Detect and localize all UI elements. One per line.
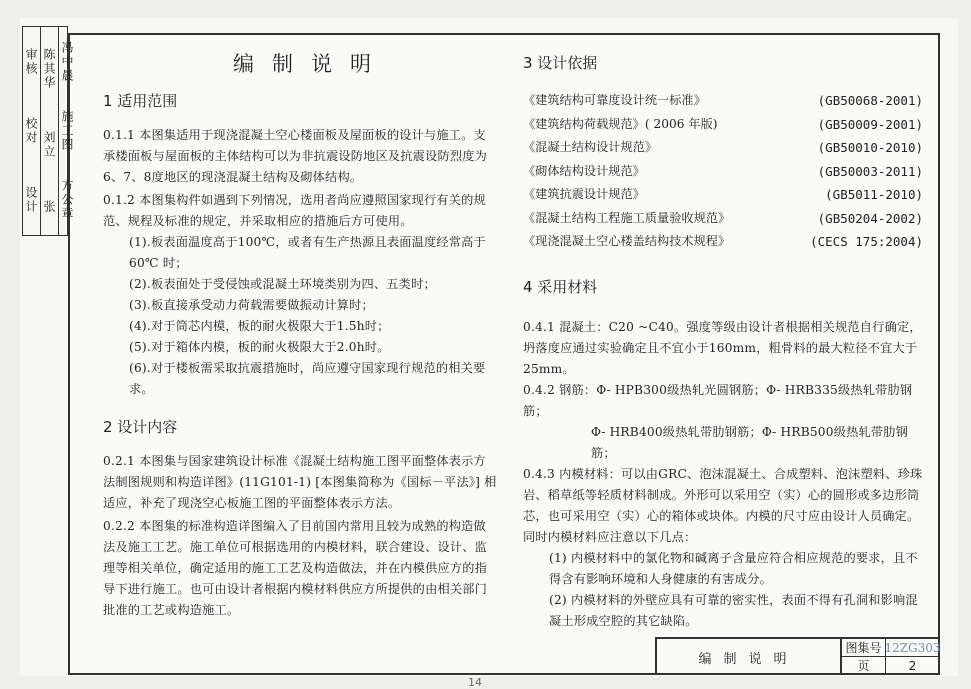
s1-paragraph-1: 0.1.1 本图集适用于现浇混凝土空心楼面板及屋面板的设计与施工。支承楼面板与屋面板的主体结构可以为非抗震设防地区及抗震设防烈度为6、7、8度地区的现浇混凝土结构及砌体结构。 bbox=[103, 128, 488, 184]
standard-row bbox=[523, 113, 923, 137]
sidebar-role-column bbox=[23, 27, 41, 235]
standard-code: (GB50204-2002) bbox=[817, 210, 923, 226]
title-block-cells bbox=[842, 639, 940, 675]
standard-row bbox=[523, 160, 923, 184]
section-4-heading: 4 采用材料 bbox=[523, 277, 598, 296]
name-check: 刘立 bbox=[42, 130, 56, 159]
s4-paragraph-2b: Φ- HRB400级热轧带肋钢筋；Φ- HRB500级热轧带肋钢筋； bbox=[591, 424, 909, 460]
sign-design: 方公章 bbox=[60, 179, 74, 222]
standard-code: (GB50003-2011) bbox=[817, 163, 923, 179]
sidebar-sign-column bbox=[59, 27, 76, 235]
name-design: 张 bbox=[42, 200, 56, 215]
s4-paragraph-4: (1) 内模材料中的氯化物和碱离子含量应符合相应规范的要求，且不得含有影响环境和人身健康的有害成分。 bbox=[549, 550, 918, 586]
standard-name: 《混凝土结构设计规范》 bbox=[523, 140, 658, 154]
left-column bbox=[103, 48, 498, 621]
standard-code: (GB5011-2010) bbox=[825, 187, 923, 202]
standard-name: 《砌体结构设计规范》 bbox=[523, 163, 645, 178]
page-number: 2 bbox=[886, 657, 940, 675]
standard-row bbox=[523, 207, 923, 231]
atlas-number: 12ZG303 bbox=[886, 639, 940, 657]
role-check: 校对 bbox=[24, 116, 38, 145]
standard-row bbox=[523, 89, 923, 113]
standard-name: 《混凝土结构工程施工质量验收规范》 bbox=[523, 210, 731, 225]
standard-row bbox=[523, 136, 923, 160]
s4-paragraph-2a: 0.4.2 钢筋：Φ- HPB300级热轧光圆钢筋；Φ- HRB335级热轧带肋钢筋； bbox=[523, 382, 913, 418]
standard-name: 《现浇混凝土空心楼盖结构技术规程》 bbox=[523, 234, 731, 248]
role-design: 设计 bbox=[24, 186, 38, 215]
atlas-label: 图集号 bbox=[842, 639, 886, 657]
s1-item-6: (6).对于楼板需采取抗震措施时，尚应遵守国家现行规范的相关要求。 bbox=[129, 361, 486, 396]
standard-row bbox=[523, 183, 923, 207]
standard-row bbox=[523, 230, 923, 254]
name-review: 陈其华 bbox=[42, 47, 56, 90]
standard-name: 《建筑结构荷载规范》( 2006 年版) bbox=[523, 116, 718, 131]
right-column bbox=[523, 52, 923, 632]
s1-item-4: (4).对于筒芯内模，板的耐火极限大于1.5h时； bbox=[129, 319, 390, 333]
section-1-heading: 1 适用范围 bbox=[103, 92, 178, 110]
standard-name: 《建筑抗震设计规范》 bbox=[523, 187, 645, 201]
s4-paragraph-3: 0.4.3 内模材料：可以由GRC、泡沫混凝土、合成塑料、泡沫塑料、珍珠岩、稻草纸等轻质材料制成。外形可以采用空（实）心的圆形或多边形筒芯，也可采用空（实）心的箱体或块体。内模的尺寸应由设计人员确定。同时内模材料应注意以下几点： bbox=[523, 466, 923, 544]
section-2-heading: 2 设计内容 bbox=[103, 418, 178, 436]
page-title: 编制说明 bbox=[233, 52, 389, 76]
s1-item-5: (5).对于箱体内模，板的耐火极限大于2.0h时。 bbox=[129, 340, 390, 354]
role-review: 审核 bbox=[24, 47, 38, 76]
section-3-heading: 3 设计依据 bbox=[523, 54, 598, 72]
title-block-title: 编制说明 bbox=[657, 639, 842, 675]
title-block bbox=[655, 637, 940, 675]
standard-name: 《建筑结构可靠度设计统一标准》 bbox=[523, 93, 706, 107]
sign-check: 施工图 bbox=[60, 109, 74, 152]
standard-code: (GB50068-2001) bbox=[817, 93, 923, 108]
sign-review: 冯中晨 bbox=[60, 40, 74, 83]
s1-paragraph-2: 0.1.2 本图集构件如遇到下列情况，选用者尚应遵照国家现行有关的规范、规程及标准的规定，并采取相应的措施后方可使用。 bbox=[103, 193, 486, 228]
s2-paragraph-1: 0.2.1 本图集与国家建筑设计标准《混凝土结构施工图平面整体表示方法制图规则和构造详图》(11G101-1) [本图集简称为《国标－平法》] 相适应，补充了现浇空心板施工图的平面整体表示方法。 bbox=[103, 454, 497, 510]
standard-code: (CECS 175:2004) bbox=[810, 234, 923, 249]
footer-page-number: 14 bbox=[468, 676, 482, 689]
standard-code: (GB50009-2001) bbox=[817, 116, 923, 132]
s1-item-2: (2).板表面处于受侵蚀或混凝土环境类别为四、五类时； bbox=[129, 277, 436, 291]
approval-sidebar bbox=[22, 26, 74, 236]
sidebar-name-column bbox=[41, 27, 59, 235]
s2-paragraph-2: 0.2.2 本图集的标准构造详图编入了目前国内常用且较为成熟的构造做法及施工工艺。施工单位可根据选用的内模材料，联合建设、设计、监理等相关单位，确定适用的施工工艺及构造做法，并在内模供应方的指导下进行施工。也可由设计者根据内模材料供应方所提供的由相关部门批准的工艺或构造施工。 bbox=[103, 519, 488, 617]
s1-item-1: (1).板表面温度高于100℃，或者有生产热源且表面温度经常高于 60℃ 时； bbox=[129, 235, 486, 270]
standard-code: (GB50010-2010) bbox=[817, 140, 923, 155]
page-label: 页 bbox=[842, 657, 886, 675]
s4-paragraph-1: 0.4.1 混凝土：C20 ~C40。强度等级由设计者根据相关规范自行确定，坍落度应通过实验确定且不宜小于160mm，粗骨料的最大粒径不宜大于25mm。 bbox=[523, 319, 922, 376]
s4-paragraph-5: (2) 内模材料的外壁应具有可靠的密实性，表面不得有孔洞和影响混凝土形成空腔的其它缺陷。 bbox=[549, 592, 918, 628]
s1-item-3: (3).板直接承受动力荷载需要做振动计算时； bbox=[129, 298, 374, 312]
